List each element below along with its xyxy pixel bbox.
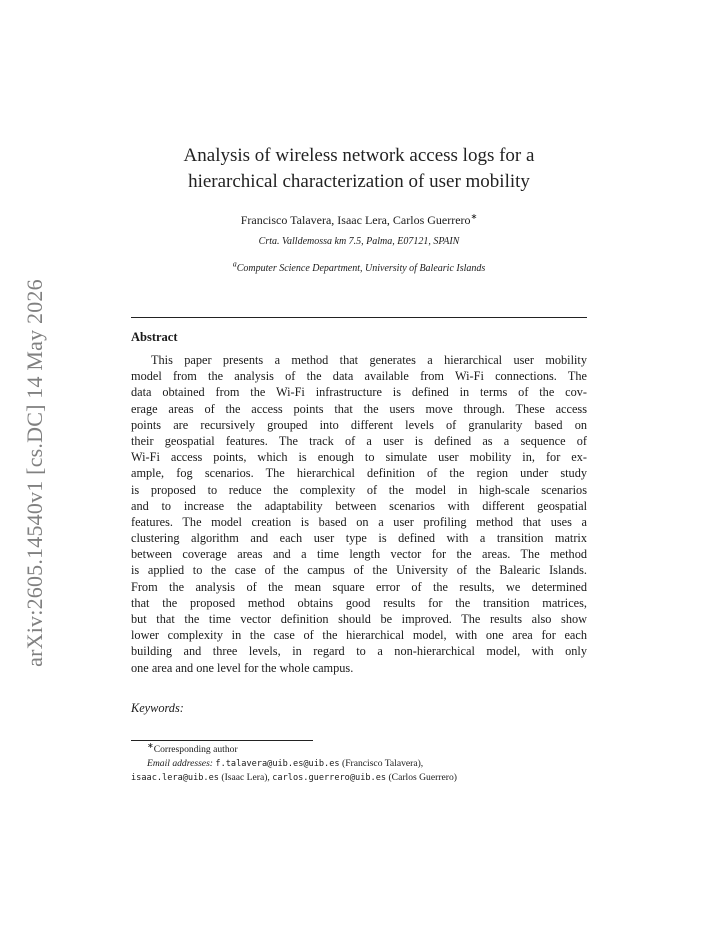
abstract-line: lower complexity in the case of the hierarchical model, with one area for each (131, 628, 587, 643)
email-isaac-lera: isaac.lera@uib.es (131, 773, 219, 783)
footnote-emails-line-1 (131, 757, 587, 772)
footnote-rule (131, 740, 313, 741)
abstract-heading: Abstract (131, 330, 178, 344)
abstract-line: between coverage areas and a time length vector for the areas. The method (131, 547, 587, 562)
abstract-line: features. The model creation is based on a user profiling method that uses a (131, 514, 587, 529)
author-affiliation (131, 259, 587, 276)
affiliation-text: Computer Science Department, University of Balearic Islands (236, 263, 486, 274)
keywords-label: Keywords: (131, 701, 184, 715)
abstract-line: is applied to the case of the campus of the University of the Balearic Islands. (131, 563, 587, 578)
email-addresses-label: Email addresses: (147, 757, 213, 769)
abstract-line: points are recursively grouped into different levels of granularity based on (131, 417, 587, 432)
corresponding-author-label: Corresponding author (153, 744, 238, 755)
author-names: Francisco Talavera, Isaac Lera, Carlos Guerrero (240, 213, 471, 227)
email-owner-1: (Francisco Talavera), (342, 757, 424, 769)
abstract-line: clustering algorithm and each user type is defined with a transition matrix (131, 531, 587, 546)
abstract-line: ample, fog scenarios. The hierarchical definition of the region under study (131, 466, 587, 481)
abstract-line: model from the analysis of the data available from Wi-Fi connections. The (131, 369, 587, 384)
footnote-corresponding (131, 740, 587, 757)
paper-title (131, 143, 587, 195)
title-line-2: hierarchical characterization of user mobility (188, 171, 530, 192)
abstract-line: is proposed to reduce the complexity of the model in high-scale scenarios (131, 482, 587, 497)
arxiv-stamp-text: arXiv:2605.14540v1 [cs.DC] 14 May 2026 (22, 279, 47, 667)
email-carlos-guerrero: carlos.guerrero@uib.es (272, 773, 387, 783)
footnotes (131, 740, 587, 786)
corresponding-author-mark: ∗ (470, 212, 478, 221)
abstract-line: data obtained from the Wi-Fi infrastructure is defined in terms of the cov- (131, 385, 587, 400)
abstract-line: but that the time vector definition should be improved. The results also show (131, 612, 587, 626)
abstract-body (131, 352, 587, 676)
abstract-line: building and three levels, in regard to a non-hierarchical model, with only (131, 644, 587, 659)
abstract-line: erage areas of the access points that the users move through. These access (131, 401, 587, 416)
footnote-emails-line-2 (131, 771, 587, 786)
title-line-1: Analysis of wireless network access logs for a (183, 145, 535, 166)
abstract-line: that the proposed method obtains good results for the transition matrices, (131, 595, 587, 610)
footnote-mark: ∗ (147, 740, 154, 750)
email-francisco-talavera: f.talavera@uib.es@uib.es (215, 758, 340, 769)
abstract-line: From the analysis of the mean square error of the results, we determined (131, 579, 587, 594)
author-address: Crta. Valldemossa km 7.5, Palma, E07121, SPAIN (258, 236, 460, 247)
affiliation-mark: a (232, 259, 237, 269)
email-owner-2: (Isaac Lera), (221, 772, 270, 783)
abstract-line: and to increase the adaptability between scenarios with different geospatial (131, 498, 587, 513)
abstract-line: Wi-Fi access points, which is enough to simulate user mobility in, for ex- (131, 450, 587, 465)
abstract-line: their geospatial features. The track of a user is defined as a sequence of (131, 433, 587, 448)
abstract-line: This paper presents a method that generates a hierarchical user mobility (151, 353, 587, 367)
email-owner-3: (Carlos Guerrero) (388, 772, 457, 783)
author-list (131, 212, 587, 228)
abstract-line: one area and one level for the whole campus. (131, 660, 354, 675)
arxiv-identifier-stamp (18, 258, 52, 688)
abstract-top-rule (131, 317, 587, 318)
